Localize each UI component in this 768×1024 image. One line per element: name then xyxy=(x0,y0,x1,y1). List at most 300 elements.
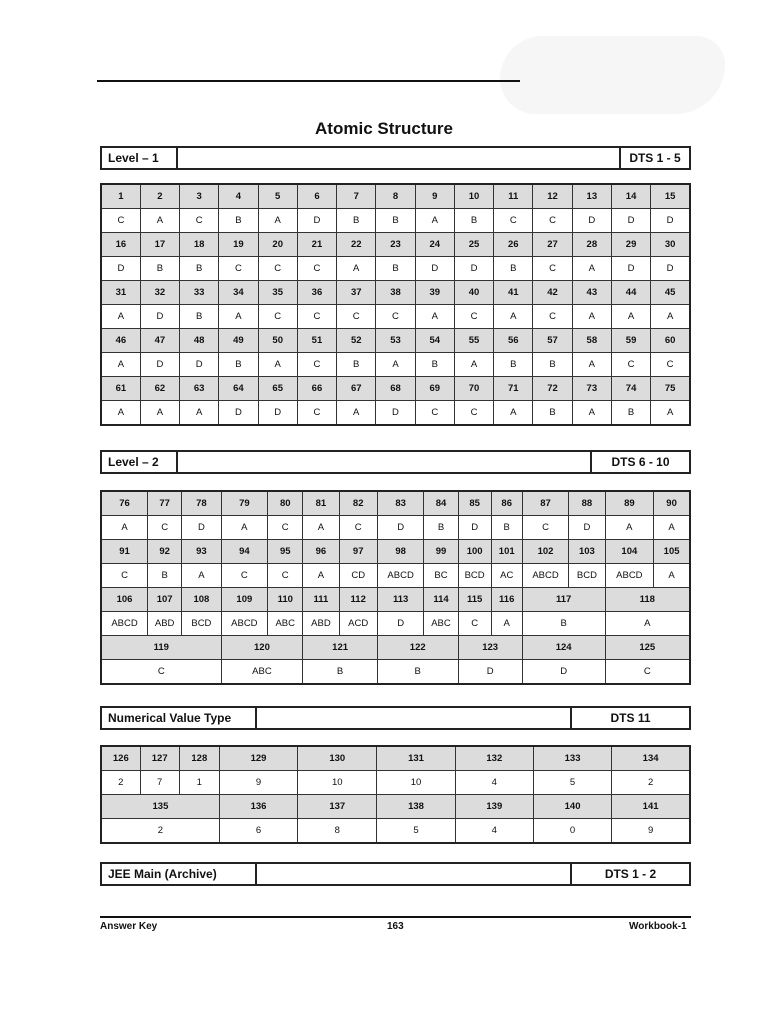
answer-cell: A xyxy=(140,401,179,426)
answer-cell: A xyxy=(101,353,140,377)
answer-cell: C xyxy=(458,612,491,636)
answer-row xyxy=(101,305,690,329)
question-number-cell: 31 xyxy=(101,281,140,305)
answer-cell: C xyxy=(454,401,493,426)
question-number-cell: 11 xyxy=(494,184,533,209)
answer-table-level1 xyxy=(100,183,691,426)
answer-cell: C xyxy=(268,516,303,540)
answer-cell: D xyxy=(611,257,650,281)
question-number-cell: 77 xyxy=(148,491,182,516)
question-number-cell: 16 xyxy=(101,233,140,257)
question-number-cell: 51 xyxy=(297,329,336,353)
question-number-cell: 80 xyxy=(268,491,303,516)
answer-cell: B xyxy=(377,660,458,685)
question-number-cell: 137 xyxy=(298,795,377,819)
section-header-level1 xyxy=(100,146,691,170)
answer-cell: D xyxy=(651,209,690,233)
answer-cell: 2 xyxy=(101,819,219,844)
question-number-cell: 127 xyxy=(140,746,179,771)
scan-smudge xyxy=(500,36,725,114)
question-number-cell: 86 xyxy=(491,491,522,516)
question-number-cell: 40 xyxy=(454,281,493,305)
question-number-cell: 103 xyxy=(569,540,605,564)
answer-table-level2 xyxy=(100,490,691,685)
answer-cell: A xyxy=(654,564,690,588)
answer-cell: D xyxy=(611,209,650,233)
question-number-cell: 22 xyxy=(337,233,376,257)
question-number-cell: 21 xyxy=(297,233,336,257)
answer-cell: A xyxy=(101,516,148,540)
answer-cell: D xyxy=(376,401,415,426)
answer-cell: C xyxy=(415,401,454,426)
answer-cell: A xyxy=(303,516,339,540)
question-number-cell: 55 xyxy=(454,329,493,353)
answer-cell: ABD xyxy=(303,612,339,636)
answer-cell: A xyxy=(337,401,376,426)
question-number-row xyxy=(101,795,690,819)
question-number-cell: 66 xyxy=(297,377,336,401)
answer-cell: A xyxy=(101,305,140,329)
answer-cell: D xyxy=(572,209,611,233)
answer-cell: C xyxy=(611,353,650,377)
question-number-cell: 110 xyxy=(268,588,303,612)
answer-cell: 5 xyxy=(533,771,611,795)
question-number-cell: 126 xyxy=(101,746,140,771)
footer-left: Answer Key xyxy=(100,921,158,932)
answer-cell: 2 xyxy=(101,771,140,795)
question-number-cell: 95 xyxy=(268,540,303,564)
answer-cell: A xyxy=(140,209,179,233)
answer-cell: C xyxy=(101,564,148,588)
question-number-cell: 78 xyxy=(182,491,221,516)
answer-cell: B xyxy=(424,516,458,540)
answer-cell: B xyxy=(415,353,454,377)
question-number-cell: 53 xyxy=(376,329,415,353)
question-number-cell: 83 xyxy=(377,491,424,516)
question-number-cell: 14 xyxy=(611,184,650,209)
question-number-cell: 120 xyxy=(221,636,303,660)
question-number-cell: 98 xyxy=(377,540,424,564)
question-number-cell: 102 xyxy=(522,540,569,564)
question-number-cell: 17 xyxy=(140,233,179,257)
question-number-cell: 58 xyxy=(572,329,611,353)
question-number-cell: 81 xyxy=(303,491,339,516)
answer-cell: BCD xyxy=(569,564,605,588)
question-number-cell: 73 xyxy=(572,377,611,401)
answer-cell: ACD xyxy=(339,612,377,636)
question-number-cell: 82 xyxy=(339,491,377,516)
header-rule xyxy=(97,80,520,82)
question-number-cell: 56 xyxy=(494,329,533,353)
answer-cell: D xyxy=(651,257,690,281)
question-number-cell: 84 xyxy=(424,491,458,516)
answer-row xyxy=(101,819,690,844)
question-number-cell: 34 xyxy=(219,281,258,305)
answer-cell: C xyxy=(268,564,303,588)
answer-row xyxy=(101,660,690,685)
question-number-cell: 60 xyxy=(651,329,690,353)
question-number-cell: 62 xyxy=(140,377,179,401)
answer-cell: C xyxy=(522,516,569,540)
question-number-cell: 113 xyxy=(377,588,424,612)
question-number-cell: 25 xyxy=(454,233,493,257)
answer-cell: A xyxy=(651,305,690,329)
answer-cell: C xyxy=(258,257,297,281)
answer-cell: A xyxy=(611,305,650,329)
answer-cell: A xyxy=(258,353,297,377)
question-number-cell: 115 xyxy=(458,588,491,612)
answer-cell: C xyxy=(376,305,415,329)
question-number-cell: 50 xyxy=(258,329,297,353)
footer-right: Workbook-1 xyxy=(629,921,687,932)
answer-cell: 7 xyxy=(140,771,179,795)
dts-range: DTS 1 - 2 xyxy=(570,864,689,884)
question-number-cell: 12 xyxy=(533,184,572,209)
answer-cell: 9 xyxy=(612,819,690,844)
question-number-cell: 111 xyxy=(303,588,339,612)
answer-cell: C xyxy=(454,305,493,329)
question-number-cell: 39 xyxy=(415,281,454,305)
page-number: 163 xyxy=(387,921,404,932)
answer-cell: BC xyxy=(424,564,458,588)
footer-rule xyxy=(100,916,691,918)
question-number-cell: 93 xyxy=(182,540,221,564)
question-number-cell: 6 xyxy=(297,184,336,209)
answer-cell: C xyxy=(180,209,219,233)
question-number-cell: 125 xyxy=(605,636,690,660)
answer-cell: A xyxy=(605,612,690,636)
answer-row xyxy=(101,564,690,588)
answer-cell: ABC xyxy=(268,612,303,636)
question-number-cell: 45 xyxy=(651,281,690,305)
answer-cell: C xyxy=(297,401,336,426)
question-number-row xyxy=(101,281,690,305)
answer-cell: D xyxy=(140,305,179,329)
question-number-cell: 107 xyxy=(148,588,182,612)
question-number-cell: 20 xyxy=(258,233,297,257)
answer-cell: B xyxy=(376,257,415,281)
question-number-cell: 8 xyxy=(376,184,415,209)
question-number-cell: 129 xyxy=(219,746,297,771)
question-number-cell: 1 xyxy=(101,184,140,209)
answer-cell: D xyxy=(377,516,424,540)
answer-cell: B xyxy=(140,257,179,281)
answer-cell: B xyxy=(303,660,378,685)
answer-cell: A xyxy=(221,516,268,540)
question-number-cell: 18 xyxy=(180,233,219,257)
answer-cell: C xyxy=(533,209,572,233)
question-number-cell: 33 xyxy=(180,281,219,305)
answer-cell: A xyxy=(572,353,611,377)
answer-row xyxy=(101,401,690,426)
question-number-row xyxy=(101,588,690,612)
answer-cell: CD xyxy=(339,564,377,588)
question-number-cell: 136 xyxy=(219,795,297,819)
answer-cell: B xyxy=(491,516,522,540)
question-number-cell: 61 xyxy=(101,377,140,401)
answer-cell: ABC xyxy=(424,612,458,636)
answer-cell: D xyxy=(377,612,424,636)
question-number-cell: 116 xyxy=(491,588,522,612)
answer-cell: A xyxy=(572,401,611,426)
question-number-cell: 90 xyxy=(654,491,690,516)
answer-cell: C xyxy=(605,660,690,685)
answer-cell: A xyxy=(415,209,454,233)
question-number-cell: 70 xyxy=(454,377,493,401)
question-number-cell: 74 xyxy=(611,377,650,401)
answer-cell: A xyxy=(258,209,297,233)
question-number-cell: 47 xyxy=(140,329,179,353)
question-number-cell: 89 xyxy=(605,491,654,516)
answer-cell: 9 xyxy=(219,771,297,795)
answer-table-numerical xyxy=(100,745,691,844)
question-number-cell: 29 xyxy=(611,233,650,257)
question-number-cell: 101 xyxy=(491,540,522,564)
answer-row xyxy=(101,257,690,281)
answer-cell: BCD xyxy=(458,564,491,588)
question-number-cell: 75 xyxy=(651,377,690,401)
answer-row xyxy=(101,771,690,795)
question-number-cell: 118 xyxy=(605,588,690,612)
question-number-cell: 64 xyxy=(219,377,258,401)
answer-cell: A xyxy=(454,353,493,377)
question-number-cell: 85 xyxy=(458,491,491,516)
question-number-cell: 26 xyxy=(494,233,533,257)
question-number-cell: 42 xyxy=(533,281,572,305)
answer-cell: D xyxy=(415,257,454,281)
question-number-cell: 105 xyxy=(654,540,690,564)
answer-cell: D xyxy=(569,516,605,540)
answer-cell: ABCD xyxy=(605,564,654,588)
page-title: Atomic Structure xyxy=(315,119,453,138)
section-label: JEE Main (Archive) xyxy=(102,864,257,884)
answer-cell: 6 xyxy=(219,819,297,844)
question-number-cell: 4 xyxy=(219,184,258,209)
question-number-cell: 59 xyxy=(611,329,650,353)
answer-cell: D xyxy=(101,257,140,281)
question-number-cell: 122 xyxy=(377,636,458,660)
question-number-row xyxy=(101,540,690,564)
section-header-level2 xyxy=(100,450,691,474)
question-number-cell: 112 xyxy=(339,588,377,612)
answer-cell: A xyxy=(303,564,339,588)
answer-cell: A xyxy=(494,305,533,329)
question-number-cell: 19 xyxy=(219,233,258,257)
question-number-cell: 35 xyxy=(258,281,297,305)
question-number-cell: 15 xyxy=(651,184,690,209)
section-label: Level – 1 xyxy=(102,148,178,168)
answer-cell: C xyxy=(148,516,182,540)
question-number-cell: 76 xyxy=(101,491,148,516)
question-number-cell: 133 xyxy=(533,746,611,771)
answer-cell: D xyxy=(297,209,336,233)
answer-cell: D xyxy=(219,401,258,426)
answer-cell: A xyxy=(337,257,376,281)
answer-cell: B xyxy=(148,564,182,588)
question-number-cell: 23 xyxy=(376,233,415,257)
question-number-cell: 139 xyxy=(455,795,533,819)
answer-cell: C xyxy=(219,257,258,281)
question-number-cell: 71 xyxy=(494,377,533,401)
question-number-cell: 30 xyxy=(651,233,690,257)
answer-cell: ABC xyxy=(221,660,303,685)
question-number-cell: 13 xyxy=(572,184,611,209)
question-number-cell: 119 xyxy=(101,636,221,660)
question-number-cell: 117 xyxy=(522,588,605,612)
answer-cell: D xyxy=(180,353,219,377)
question-number-cell: 52 xyxy=(337,329,376,353)
question-number-row xyxy=(101,636,690,660)
question-number-cell: 124 xyxy=(522,636,605,660)
answer-cell: 4 xyxy=(455,771,533,795)
answer-cell: C xyxy=(339,516,377,540)
question-number-cell: 140 xyxy=(533,795,611,819)
question-number-cell: 32 xyxy=(140,281,179,305)
answer-cell: ABCD xyxy=(377,564,424,588)
answer-row xyxy=(101,612,690,636)
answer-cell: 10 xyxy=(298,771,377,795)
answer-cell: D xyxy=(140,353,179,377)
answer-cell: 2 xyxy=(612,771,690,795)
answer-row xyxy=(101,516,690,540)
question-number-cell: 96 xyxy=(303,540,339,564)
question-number-row xyxy=(101,377,690,401)
question-number-cell: 38 xyxy=(376,281,415,305)
answer-cell: D xyxy=(258,401,297,426)
question-number-cell: 94 xyxy=(221,540,268,564)
question-number-cell: 5 xyxy=(258,184,297,209)
answer-cell: C xyxy=(297,257,336,281)
section-label: Level – 2 xyxy=(102,452,178,472)
question-number-cell: 27 xyxy=(533,233,572,257)
answer-cell: D xyxy=(522,660,605,685)
answer-cell: A xyxy=(572,305,611,329)
question-number-cell: 88 xyxy=(569,491,605,516)
answer-cell: B xyxy=(376,209,415,233)
question-number-cell: 28 xyxy=(572,233,611,257)
answer-cell: B xyxy=(533,353,572,377)
answer-cell: 4 xyxy=(455,819,533,844)
answer-cell: D xyxy=(454,257,493,281)
answer-cell: BCD xyxy=(182,612,221,636)
section-label: Numerical Value Type xyxy=(102,708,257,728)
answer-cell: B xyxy=(219,209,258,233)
question-number-cell: 108 xyxy=(182,588,221,612)
question-number-cell: 36 xyxy=(297,281,336,305)
answer-cell: C xyxy=(337,305,376,329)
question-number-cell: 131 xyxy=(377,746,455,771)
answer-cell: C xyxy=(297,353,336,377)
dts-range: DTS 1 - 5 xyxy=(619,148,689,168)
answer-cell: B xyxy=(180,305,219,329)
question-number-cell: 99 xyxy=(424,540,458,564)
answer-cell: 8 xyxy=(298,819,377,844)
question-number-cell: 92 xyxy=(148,540,182,564)
answer-cell: ABCD xyxy=(522,564,569,588)
question-number-cell: 63 xyxy=(180,377,219,401)
answer-cell: A xyxy=(219,305,258,329)
question-number-row xyxy=(101,329,690,353)
question-number-cell: 79 xyxy=(221,491,268,516)
answer-cell: 5 xyxy=(377,819,455,844)
question-number-row xyxy=(101,746,690,771)
section-header-numerical xyxy=(100,706,691,730)
question-number-cell: 9 xyxy=(415,184,454,209)
answer-cell: B xyxy=(611,401,650,426)
question-number-cell: 37 xyxy=(337,281,376,305)
answer-cell: ABCD xyxy=(221,612,268,636)
question-number-row xyxy=(101,233,690,257)
question-number-cell: 67 xyxy=(337,377,376,401)
answer-cell: A xyxy=(101,401,140,426)
question-number-cell: 114 xyxy=(424,588,458,612)
answer-cell: B xyxy=(180,257,219,281)
question-number-cell: 7 xyxy=(337,184,376,209)
question-number-cell: 123 xyxy=(458,636,522,660)
question-number-cell: 24 xyxy=(415,233,454,257)
answer-cell: A xyxy=(491,612,522,636)
answer-cell: A xyxy=(654,516,690,540)
question-number-cell: 141 xyxy=(612,795,690,819)
answer-cell: A xyxy=(494,401,533,426)
answer-row xyxy=(101,209,690,233)
question-number-cell: 72 xyxy=(533,377,572,401)
answer-cell: D xyxy=(458,516,491,540)
question-number-cell: 106 xyxy=(101,588,148,612)
question-number-row xyxy=(101,491,690,516)
answer-cell: C xyxy=(101,209,140,233)
dts-range: DTS 11 xyxy=(570,708,689,728)
answer-cell: A xyxy=(605,516,654,540)
answer-cell: C xyxy=(651,353,690,377)
answer-cell: A xyxy=(415,305,454,329)
answer-cell: B xyxy=(522,612,605,636)
question-number-cell: 134 xyxy=(612,746,690,771)
question-number-cell: 132 xyxy=(455,746,533,771)
question-number-cell: 97 xyxy=(339,540,377,564)
answer-cell: C xyxy=(258,305,297,329)
answer-cell: C xyxy=(494,209,533,233)
answer-cell: A xyxy=(651,401,690,426)
question-number-cell: 46 xyxy=(101,329,140,353)
answer-cell: C xyxy=(297,305,336,329)
answer-cell: B xyxy=(219,353,258,377)
answer-row xyxy=(101,353,690,377)
question-number-cell: 49 xyxy=(219,329,258,353)
answer-cell: A xyxy=(572,257,611,281)
question-number-cell: 87 xyxy=(522,491,569,516)
question-number-row xyxy=(101,184,690,209)
question-number-cell: 57 xyxy=(533,329,572,353)
answer-cell: 10 xyxy=(377,771,455,795)
answer-cell: C xyxy=(533,305,572,329)
question-number-cell: 135 xyxy=(101,795,219,819)
answer-cell: D xyxy=(458,660,522,685)
question-number-cell: 43 xyxy=(572,281,611,305)
answer-cell: C xyxy=(533,257,572,281)
question-number-cell: 41 xyxy=(494,281,533,305)
question-number-cell: 3 xyxy=(180,184,219,209)
answer-cell: B xyxy=(454,209,493,233)
answer-cell: B xyxy=(494,353,533,377)
answer-cell: C xyxy=(221,564,268,588)
answer-cell: B xyxy=(337,209,376,233)
answer-cell: D xyxy=(182,516,221,540)
question-number-cell: 121 xyxy=(303,636,378,660)
question-number-cell: 54 xyxy=(415,329,454,353)
answer-cell: ABCD xyxy=(101,612,148,636)
question-number-cell: 65 xyxy=(258,377,297,401)
